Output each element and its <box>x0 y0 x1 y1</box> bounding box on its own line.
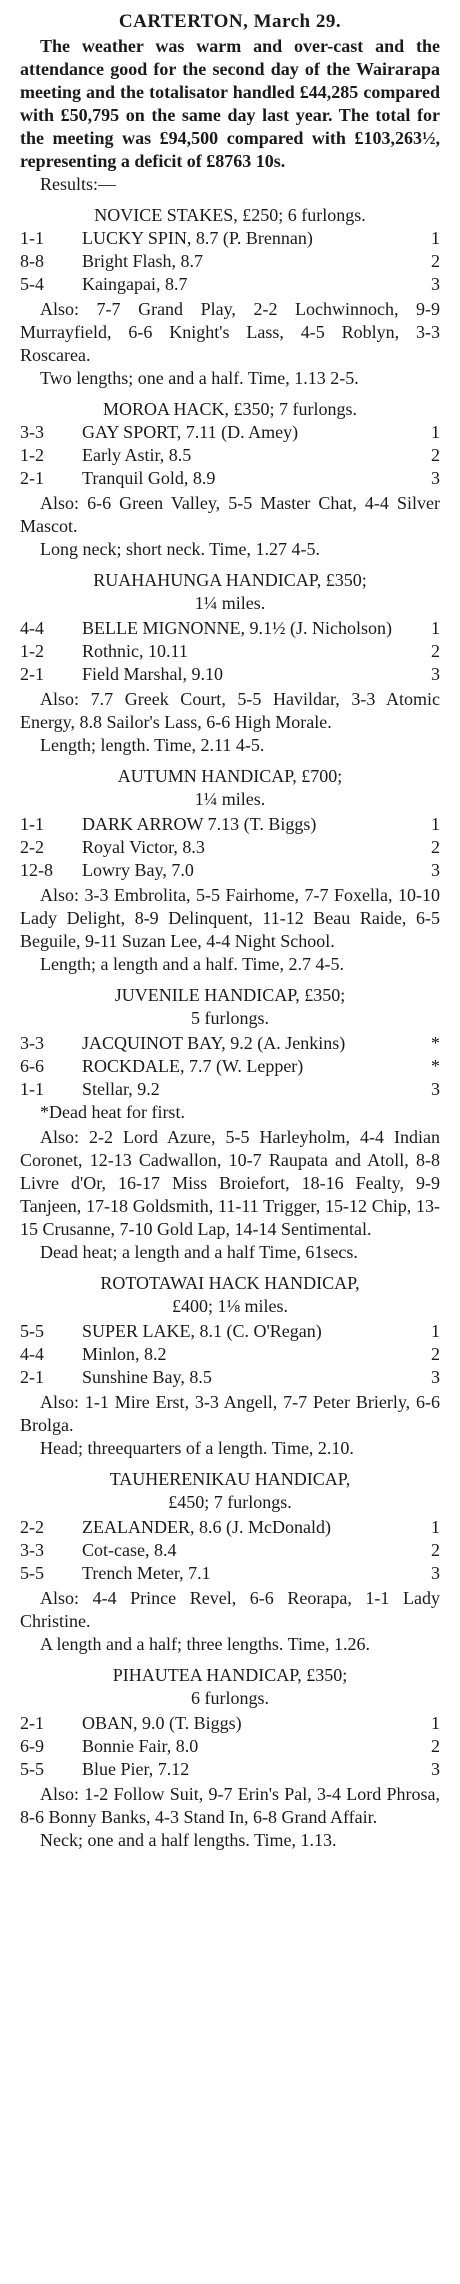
race-title: NOVICE STAKES, £250; 6 furlongs. <box>94 205 366 225</box>
placing-position: 3 <box>431 1563 440 1583</box>
placing-horse: Bright Flash, 8.7 <box>82 251 204 271</box>
race-title: MOROA HACK, £350; 7 furlongs. <box>102 399 357 419</box>
placing-odds: 2-1 <box>20 1367 44 1387</box>
placing-odds: 6-6 <box>20 1056 44 1076</box>
placing-odds: 1-1 <box>20 814 44 834</box>
placing-odds: 1-2 <box>20 641 44 661</box>
placing-position: 2 <box>431 1736 440 1756</box>
placing-row <box>20 444 440 467</box>
race-distance: 6 furlongs. <box>191 1688 269 1708</box>
placing-odds: 3-3 <box>20 1540 44 1560</box>
placing-horse: Minlon, 8.2 <box>82 1344 167 1364</box>
placing-position: 1 <box>431 228 440 248</box>
placing-horse: Sunshine Bay, 8.5 <box>82 1367 212 1387</box>
placing-odds: 5-5 <box>20 1321 44 1341</box>
placing-position: 2 <box>431 837 440 857</box>
race-block <box>20 398 440 561</box>
placing-odds: 1-1 <box>20 1079 44 1099</box>
race-block <box>20 1468 440 1656</box>
placing-odds: 3-3 <box>20 1033 44 1053</box>
placing-row <box>20 617 440 640</box>
race-summary: Neck; one and a half lengths. Time, 1.13. <box>40 1830 337 1850</box>
placing-position: * <box>431 1033 440 1053</box>
placing-row <box>20 227 440 250</box>
placing-horse: Early Astir, 8.5 <box>82 445 192 465</box>
placing-position: 2 <box>431 445 440 465</box>
placing-row <box>20 1366 440 1389</box>
results-label: Results:— <box>40 174 117 194</box>
placing-horse: Rothnic, 10.11 <box>82 641 188 661</box>
placing-row <box>20 1735 440 1758</box>
race-summary: Dead heat; a length and a half Time, 61secs. <box>40 1242 358 1262</box>
placing-horse: GAY SPORT, 7.11 (D. Amey) <box>82 422 299 442</box>
placing-odds: 2-2 <box>20 1517 44 1537</box>
placing-position: 1 <box>431 1713 440 1733</box>
race-block <box>20 569 440 757</box>
race-note: *Dead heat for first. <box>40 1102 185 1122</box>
placing-horse: Bonnie Fair, 8.0 <box>82 1736 199 1756</box>
placing-odds: 8-8 <box>20 251 44 271</box>
placing-horse: JACQUINOT BAY, 9.2 (A. Jenkins) <box>82 1033 346 1053</box>
race-title: TAUHERENIKAU HANDICAP, <box>109 1469 351 1489</box>
placing-row <box>20 1562 440 1585</box>
placing-position: 2 <box>431 251 440 271</box>
race-summary: Length; a length and a half. Time, 2.7 4-5. <box>40 954 344 974</box>
placing-position: * <box>431 1056 440 1076</box>
placing-row <box>20 859 440 882</box>
placing-position: 1 <box>431 1321 440 1341</box>
race-also-ran: Also: 1-2 Follow Suit, 9-7 Erin's Pal, 3-4 Lord Phrosa, 8-6 Bonny Banks, 4-3 Stand In, 6-8 Grand Affair. <box>20 1784 440 1827</box>
race-also-ran: Also: 6-6 Green Valley, 5-5 Master Chat, 4-4 Silver Mascot. <box>20 493 440 536</box>
placing-position: 3 <box>431 1759 440 1779</box>
race-distance: 1¼ miles. <box>194 593 266 613</box>
placing-horse: Field Marshal, 9.10 <box>82 664 223 684</box>
placing-row <box>20 1516 440 1539</box>
race-summary: A length and a half; three lengths. Time, 1.26. <box>40 1634 370 1654</box>
placing-horse: Cot-case, 8.4 <box>82 1540 177 1560</box>
placing-odds: 1-2 <box>20 445 44 465</box>
placing-position: 2 <box>431 641 440 661</box>
placing-odds: 4-4 <box>20 1344 44 1364</box>
race-title: ROTOTAWAI HACK HANDICAP, <box>100 1273 360 1293</box>
race-also-ran: Also: 1-1 Mire Erst, 3-3 Angell, 7-7 Peter Brierly, 6-6 Brolga. <box>20 1392 440 1435</box>
placing-row <box>20 467 440 490</box>
race-title: PIHAUTEA HANDICAP, £350; <box>112 1665 348 1685</box>
placing-row <box>20 663 440 686</box>
placing-position: 1 <box>431 814 440 834</box>
placing-odds: 3-3 <box>20 422 44 442</box>
placing-odds: 2-1 <box>20 1713 44 1733</box>
placing-horse: LUCKY SPIN, 8.7 (P. Brennan) <box>82 228 313 248</box>
race-also-ran: Also: 2-2 Lord Azure, 5-5 Harleyholm, 4-4 Indian Coronet, 12-13 Cadwallon, 10-7 Raupata and Atoll, 8-8 Livre d'Or, 16-17 Miss Broiefort, 18-16 Fealty, 9-9 Tanjeen, 17-18 Goldsmith, 11-11 Trigger, 15-12 Chip, 13-15 Crusanne, 7-10 Gold Lap, 14-14 Sentimental. <box>20 1127 440 1239</box>
placing-row <box>20 836 440 859</box>
placing-position: 2 <box>431 1540 440 1560</box>
placing-horse: Stellar, 9.2 <box>82 1079 160 1099</box>
placing-odds: 5-5 <box>20 1563 44 1583</box>
race-also-ran: Also: 7-7 Grand Play, 2-2 Lochwinnoch, 9-9 Murrayfield, 6-6 Knight's Lass, 4-5 Roblyn, 3-3 Roscarea. <box>20 299 440 365</box>
placing-odds: 5-4 <box>20 274 44 294</box>
race-summary: Head; threequarters of a length. Time, 2.10. <box>40 1438 354 1458</box>
placing-position: 1 <box>431 422 440 442</box>
race-block <box>20 765 440 976</box>
placing-row <box>20 250 440 273</box>
placing-row <box>20 1758 440 1781</box>
race-title: JUVENILE HANDICAP, £350; <box>114 985 346 1005</box>
race-block <box>20 984 440 1264</box>
race-block <box>20 1272 440 1460</box>
placing-row <box>20 1320 440 1343</box>
race-block <box>20 1664 440 1852</box>
placing-position: 2 <box>431 1344 440 1364</box>
placing-row <box>20 1032 440 1055</box>
race-title: AUTUMN HANDICAP, £700; <box>117 766 343 786</box>
placing-horse: BELLE MIGNONNE, 9.1½ (J. Nicholson) <box>82 618 392 638</box>
race-also-ran: Also: 3-3 Embrolita, 5-5 Fairhome, 7-7 Foxella, 10-10 Lady Delight, 8-9 Delinquent, 11-12 Beau Raide, 6-5 Beguile, 9-11 Suzan Lee, 4-4 Night School. <box>20 885 440 951</box>
placing-row <box>20 813 440 836</box>
placing-horse: ROCKDALE, 7.7 (W. Lepper) <box>82 1056 304 1076</box>
placing-odds: 12-8 <box>20 860 53 880</box>
race-summary: Two lengths; one and a half. Time, 1.13 2-5. <box>40 368 359 388</box>
race-results <box>20 204 440 1852</box>
placing-horse: Blue Pier, 7.12 <box>82 1759 190 1779</box>
placing-row <box>20 640 440 663</box>
placing-row <box>20 1343 440 1366</box>
placing-odds: 2-1 <box>20 468 44 488</box>
placing-odds: 4-4 <box>20 618 44 638</box>
placing-row <box>20 1055 440 1078</box>
placing-position: 3 <box>431 1367 440 1387</box>
placing-row <box>20 1078 440 1101</box>
placing-odds: 1-1 <box>20 228 44 248</box>
race-distance: £400; 1⅛ miles. <box>172 1296 288 1316</box>
placing-position: 3 <box>431 274 440 294</box>
placing-odds: 2-1 <box>20 664 44 684</box>
race-distance: 1¼ miles. <box>194 789 266 809</box>
placing-position: 1 <box>431 1517 440 1537</box>
race-also-ran: Also: 7.7 Greek Court, 5-5 Havildar, 3-3 Atomic Energy, 8.8 Sailor's Lass, 6-6 High Morale. <box>20 689 440 732</box>
article-intro: The weather was warm and over-cast and the attendance good for the second day of the Wairarapa meeting and the totalisator handled £44,285 compared with £50,795 on the same day last year. The total for the meeting was £94,500 compared with £103,263½, representing a deficit of £8763 10s. <box>20 36 440 171</box>
race-title: RUAHAHUNGA HANDICAP, £350; <box>93 570 367 590</box>
race-distance: 5 furlongs. <box>191 1008 269 1028</box>
placing-odds: 5-5 <box>20 1759 44 1779</box>
placing-row <box>20 1712 440 1735</box>
placing-position: 3 <box>431 860 440 880</box>
placing-odds: 2-2 <box>20 837 44 857</box>
placing-position: 3 <box>431 468 440 488</box>
race-also-ran: Also: 4-4 Prince Revel, 6-6 Reorapa, 1-1 Lady Christine. <box>20 1588 440 1631</box>
placing-horse: Lowry Bay, 7.0 <box>82 860 194 880</box>
placing-odds: 6-9 <box>20 1736 44 1756</box>
placing-horse: Trench Meter, 7.1 <box>82 1563 211 1583</box>
placing-position: 3 <box>431 664 440 684</box>
placing-row <box>20 273 440 296</box>
placing-row <box>20 1539 440 1562</box>
placing-horse: ZEALANDER, 8.6 (J. McDonald) <box>82 1517 331 1537</box>
placing-row <box>20 421 440 444</box>
placing-horse: DARK ARROW 7.13 (T. Biggs) <box>82 814 317 834</box>
race-summary: Length; length. Time, 2.11 4-5. <box>40 735 265 755</box>
article-headline: CARTERTON, March 29. <box>118 11 342 32</box>
placing-position: 3 <box>431 1079 440 1099</box>
race-distance: £450; 7 furlongs. <box>168 1492 292 1512</box>
race-block <box>20 204 440 390</box>
placing-horse: OBAN, 9.0 (T. Biggs) <box>82 1713 242 1733</box>
placing-horse: Royal Victor, 8.3 <box>82 837 205 857</box>
race-summary: Long neck; short neck. Time, 1.27 4-5. <box>40 539 320 559</box>
placing-position: 1 <box>431 618 440 638</box>
placing-horse: SUPER LAKE, 8.1 (C. O'Regan) <box>82 1321 322 1341</box>
placing-horse: Tranquil Gold, 8.9 <box>82 468 216 488</box>
placing-horse: Kaingapai, 8.7 <box>82 274 188 294</box>
